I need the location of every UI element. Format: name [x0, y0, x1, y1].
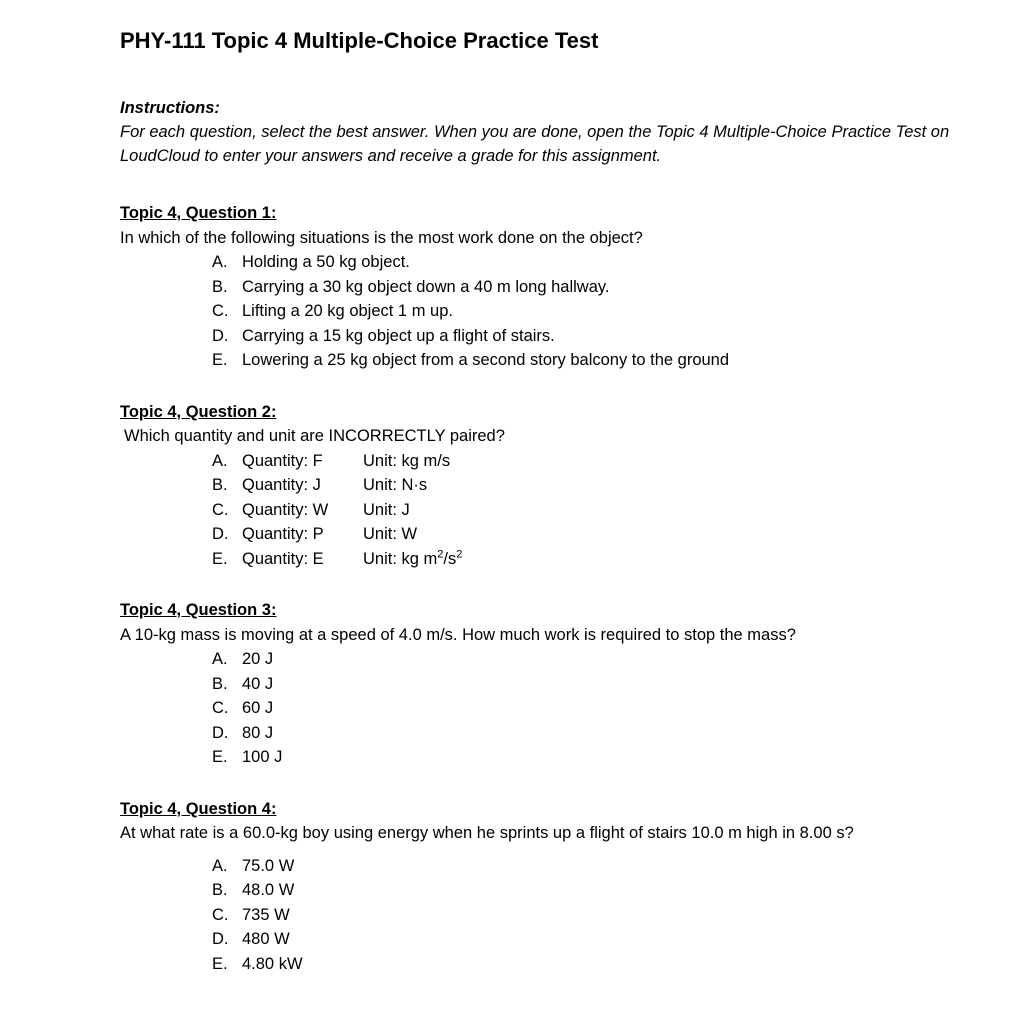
option-text: Carrying a 15 kg object up a flight of stairs. — [242, 326, 555, 345]
option-quantity: Quantity: P — [242, 525, 324, 543]
option-letter: E. — [212, 748, 228, 766]
question-heading: Topic 4, Question 4: — [120, 799, 277, 818]
answer-options — [120, 647, 1000, 770]
question-2 — [120, 400, 1000, 572]
answer-option-a — [212, 854, 1000, 879]
answer-option-c — [212, 696, 1000, 721]
option-quantity: Quantity: J — [242, 476, 321, 494]
option-text: 80 J — [242, 723, 274, 742]
answer-option-d — [212, 927, 1000, 952]
option-unit — [363, 547, 462, 572]
option-letter: C. — [212, 699, 229, 717]
option-unit: Unit: W — [363, 525, 418, 543]
answer-option-e — [212, 745, 1000, 770]
option-letter: C. — [212, 500, 229, 519]
answer-option-b — [212, 878, 1000, 903]
option-letter: E. — [212, 549, 228, 568]
answer-option-c — [212, 299, 1000, 324]
answer-option-c — [212, 498, 1000, 523]
unit-exponent: 2 — [456, 548, 463, 560]
option-letter: D. — [212, 525, 229, 543]
option-text: 20 J — [242, 650, 274, 668]
option-letter: A. — [212, 650, 228, 668]
answer-option-b — [212, 473, 1000, 498]
question-text: At what rate is a 60.0-kg boy using energy when he sprints up a flight of stairs 10.0 m high in 8.00 s? — [120, 824, 854, 842]
option-text: 4.80 kW — [242, 954, 303, 973]
option-letter: D. — [212, 930, 229, 948]
option-unit: Unit: kg m/s — [363, 451, 451, 470]
option-letter: D. — [212, 723, 229, 742]
answer-option-d — [212, 522, 1000, 547]
answer-options — [120, 854, 1000, 977]
answer-option-a — [212, 647, 1000, 672]
question-3 — [120, 598, 1000, 770]
answer-option-d — [212, 721, 1000, 746]
option-text: 75.0 W — [242, 856, 295, 875]
unit-exponent: 2 — [437, 548, 444, 560]
question-heading: Topic 4, Question 2: — [120, 402, 277, 421]
page-title: PHY-111 Topic 4 Multiple-Choice Practice Test — [120, 28, 599, 53]
option-letter: B. — [212, 277, 228, 296]
option-letter: A. — [212, 253, 228, 271]
option-text: Holding a 50 kg object. — [242, 253, 410, 271]
option-letter: A. — [212, 451, 228, 470]
question-heading: Topic 4, Question 1: — [120, 204, 277, 222]
option-letter: A. — [212, 856, 228, 875]
answer-option-b — [212, 672, 1000, 697]
option-text: 480 W — [242, 930, 290, 948]
question-text: Which quantity and unit are INCORRECTLY paired? — [124, 427, 505, 445]
option-text: 735 W — [242, 905, 290, 924]
answer-option-a — [212, 449, 1000, 474]
option-unit: Unit: N·s — [363, 476, 428, 494]
option-letter: D. — [212, 326, 229, 345]
question-heading: Topic 4, Question 3: — [120, 601, 277, 619]
option-letter: B. — [212, 674, 228, 693]
option-quantity: Quantity: W — [242, 500, 329, 519]
answer-options — [120, 449, 1000, 572]
answer-option-e — [212, 547, 1000, 572]
option-text: 48.0 W — [242, 881, 295, 899]
instructions-heading: Instructions: — [120, 99, 220, 117]
answer-option-c — [212, 903, 1000, 928]
instructions-text: For each question, select the best answer. When you are done, open the Topic 4 Multiple-Choice Practice Test on LoudCloud to enter your answers and receive a grade for this assignment. — [120, 123, 950, 165]
option-text: Lowering a 25 kg object from a second story balcony to the ground — [242, 351, 730, 369]
question-4 — [120, 797, 1000, 977]
option-letter: B. — [212, 476, 228, 494]
answer-option-b — [212, 275, 1000, 300]
unit-prefix: Unit: kg m — [363, 549, 438, 568]
answer-option-e — [212, 348, 1000, 373]
instructions-block — [120, 96, 1000, 168]
answer-option-a — [212, 250, 1000, 275]
option-letter: E. — [212, 954, 228, 973]
question-text: A 10-kg mass is moving at a speed of 4.0 m/s. How much work is required to stop the mass? — [120, 625, 796, 644]
question-text: In which of the following situations is the most work done on the object? — [120, 228, 643, 247]
question-1 — [120, 201, 1000, 373]
option-letter: E. — [212, 351, 228, 369]
option-text: 60 J — [242, 699, 274, 717]
option-letter: B. — [212, 881, 228, 899]
document-page — [120, 26, 1000, 976]
option-quantity: Quantity: F — [242, 451, 323, 470]
option-text: Carrying a 30 kg object down a 40 m long hallway. — [242, 277, 610, 296]
answer-option-e — [212, 952, 1000, 977]
option-text: Lifting a 20 kg object 1 m up. — [242, 302, 453, 320]
option-text: 40 J — [242, 674, 274, 693]
answer-option-d — [212, 324, 1000, 349]
option-text: 100 J — [242, 748, 283, 766]
option-unit: Unit: J — [363, 500, 410, 519]
unit-divider: /s — [443, 549, 457, 568]
option-quantity: Quantity: E — [242, 549, 324, 568]
option-letter: C. — [212, 905, 229, 924]
answer-options — [120, 250, 1000, 373]
option-letter: C. — [212, 302, 229, 320]
